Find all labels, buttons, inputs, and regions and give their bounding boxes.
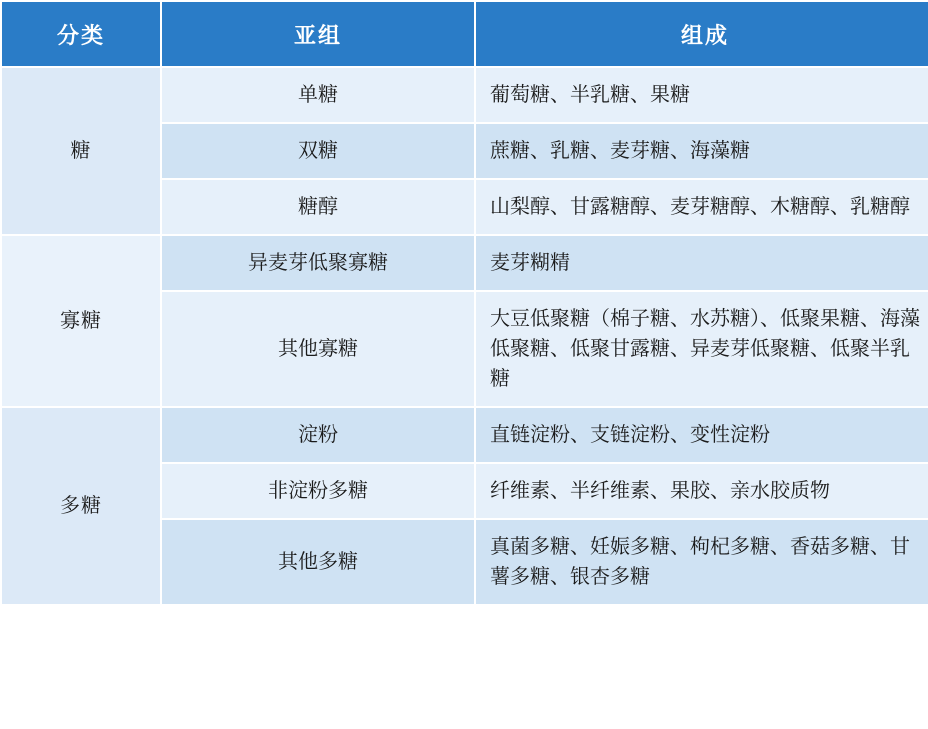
- column-header-classification: 分类: [2, 2, 160, 66]
- table-row: [2, 236, 928, 290]
- table-body: [2, 68, 928, 604]
- cell-composition: 纤维素、半纤维素、果胶、亲水胶质物: [476, 464, 928, 518]
- cell-subgroup: 其他多糖: [162, 520, 474, 604]
- cell-composition: 麦芽糊精: [476, 236, 928, 290]
- cell-classification: 寡糖: [2, 236, 160, 406]
- cell-subgroup: 非淀粉多糖: [162, 464, 474, 518]
- cell-classification: 糖: [2, 68, 160, 234]
- cell-composition: 真菌多糖、妊娠多糖、枸杞多糖、香菇多糖、甘薯多糖、银杏多糖: [476, 520, 928, 604]
- table-row: [2, 68, 928, 122]
- cell-composition: 蔗糖、乳糖、麦芽糖、海藻糖: [476, 124, 928, 178]
- table-row: [2, 408, 928, 462]
- column-header-composition: 组成: [476, 2, 928, 66]
- cell-subgroup: 异麦芽低聚寡糖: [162, 236, 474, 290]
- cell-subgroup: 双糖: [162, 124, 474, 178]
- cell-composition: 直链淀粉、支链淀粉、变性淀粉: [476, 408, 928, 462]
- cell-subgroup: 单糖: [162, 68, 474, 122]
- table-header-row: [2, 2, 928, 66]
- cell-classification: 多糖: [2, 408, 160, 604]
- table-header: [2, 2, 928, 66]
- cell-subgroup: 糖醇: [162, 180, 474, 234]
- column-header-subgroup: 亚组: [162, 2, 474, 66]
- cell-composition: 大豆低聚糖（棉子糖、水苏糖）、低聚果糖、海藻低聚糖、低聚甘露糖、异麦芽低聚糖、低聚半乳糖: [476, 292, 928, 406]
- cell-composition: 葡萄糖、半乳糖、果糖: [476, 68, 928, 122]
- cell-composition: 山梨醇、甘露糖醇、麦芽糖醇、木糖醇、乳糖醇: [476, 180, 928, 234]
- cell-subgroup: 淀粉: [162, 408, 474, 462]
- cell-subgroup: 其他寡糖: [162, 292, 474, 406]
